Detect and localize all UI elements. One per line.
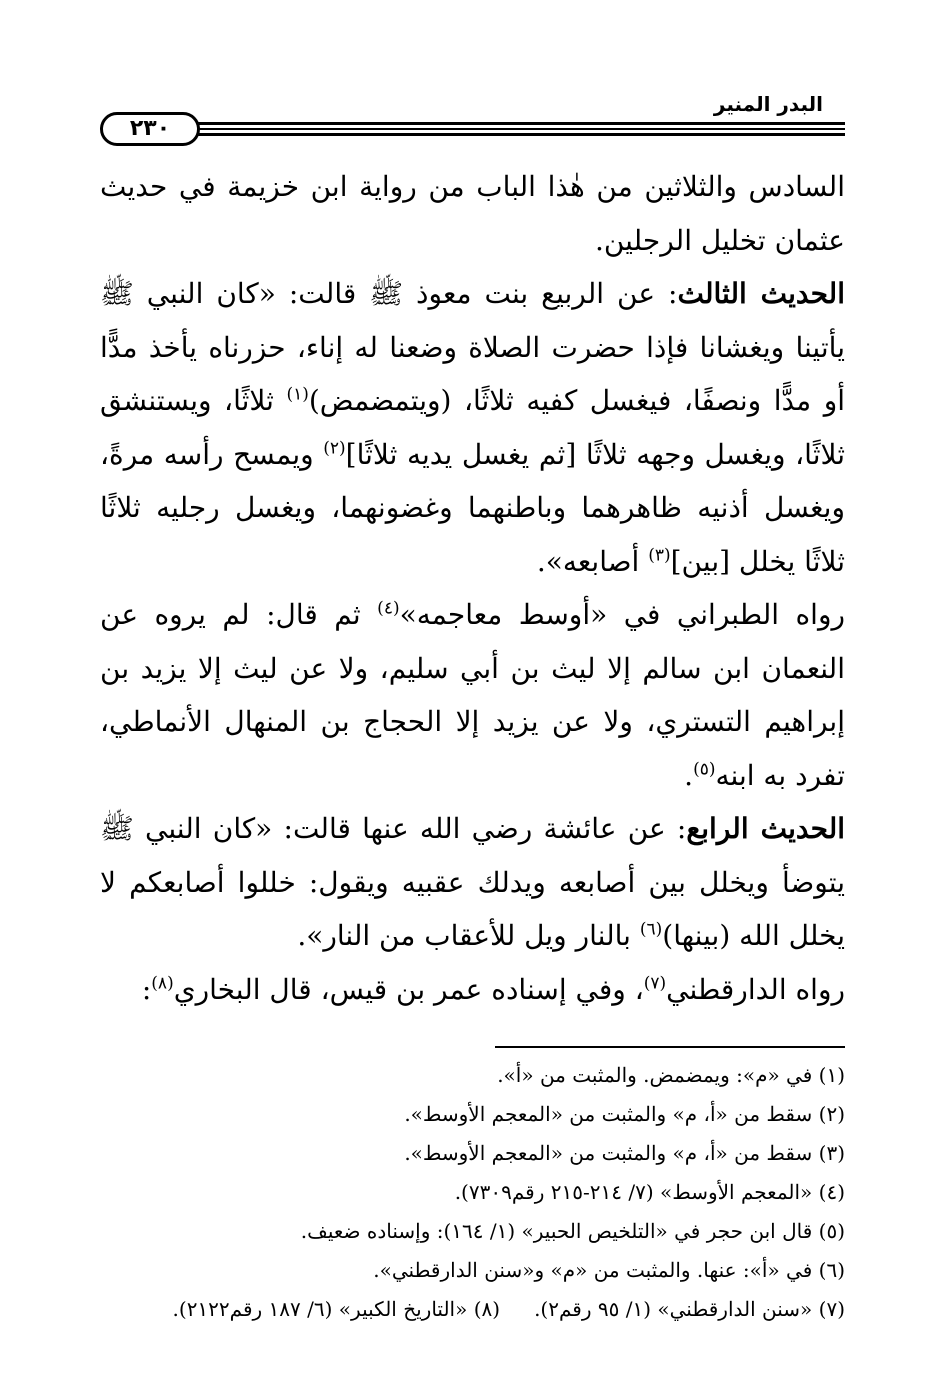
footnote: (٨) «التاريخ الكبير» (٦/ ١٨٧ رقم٢١٢٢). xyxy=(172,1297,501,1321)
header-rule xyxy=(170,133,845,136)
paragraph-text: ، وفي إسناده عمر بن قيس، قال البخاري xyxy=(173,972,644,1006)
paragraph-text: بالنار ويل للأعقاب من النار». xyxy=(297,919,640,952)
footnote: (٧) «سنن الدارقطني» (١/ ٩٥ رقم٢). xyxy=(534,1297,845,1321)
paragraph-text: . xyxy=(684,758,694,792)
footnote-marker[interactable]: (٤) xyxy=(377,598,400,619)
footnote: (٥) قال ابن حجر في «التلخيص الحبير» (١/ ١٦٤): وإسناده ضعيف. xyxy=(300,1219,845,1243)
running-title: البدر المنير xyxy=(713,92,823,116)
paragraph-text: : عن الربيع بنت معوذ ﷺ قالت: «كان النبي ﷺ يأتينا ويغشانا فإذا حضرت الصلاة وضعنا له إناء، حزرناه يأخذ مدًّا أو مدًّا ونصفًا، فيغسل كفيه ثلاثًا، (ويتمضمض) xyxy=(100,277,846,417)
footnote: (٤) «المعجم الأوسط» (٧/ ٢١٤-٢١٥ رقم٧٣٠٩). xyxy=(454,1180,845,1204)
footnote-separator xyxy=(495,1046,845,1048)
footnote-marker[interactable]: (٨) xyxy=(151,973,174,994)
paragraph-text: رواه الدارقطني xyxy=(666,972,845,1006)
footnote: (٣) سقط من «أ، م» والمثبت من «المعجم الأوسط». xyxy=(404,1141,845,1165)
footnotes xyxy=(100,1056,845,1329)
footnote: (١) في «م»: ويمضمض. والمثبت من «أ». xyxy=(497,1063,845,1087)
page-number: ٢٣٠ xyxy=(100,112,200,146)
footnote: (٦) في «أ»: عنها. والمثبت من «م» و«سنن الدارقطني». xyxy=(373,1258,845,1282)
footnote-marker[interactable]: (٥) xyxy=(693,759,716,780)
footnote-marker[interactable]: (١) xyxy=(286,384,309,405)
paragraph xyxy=(100,160,845,267)
paragraph-text: ثم قال: لم يروه عن النعمان ابن سالم إلا ليث بن أبي سليم، ولا عن ليث إلا يزيد بن إبراهيم التستري، ولا عن يزيد إلا الحجاج بن المنهال الأنماطي، تفرد به ابنه xyxy=(100,598,846,792)
header-rule xyxy=(170,122,845,125)
footnote-pair xyxy=(100,1290,845,1329)
paragraph-text: ويمسح رأسه مرةً، ويغسل أذنيه ظاهرهما وباطنهما وغضونهما، ويغسل رجليه ثلاثًا ثلاثًا يخلل [بين] xyxy=(100,437,845,578)
paragraph xyxy=(100,588,845,802)
paragraph-text: أصابعه». xyxy=(536,544,649,578)
paragraph xyxy=(100,267,845,588)
paragraph-text: : عن عائشة رضي الله عنها قالت: «كان النبي ﷺ يتوضأ ويخلل بين أصابعه ويدلك عقبيه ويقول: خللوا أصابعكم لا يخلل الله (بينها) xyxy=(100,812,845,952)
hadith-heading: الحديث الثالث xyxy=(677,277,845,310)
footnote-marker[interactable]: (٧) xyxy=(643,973,667,994)
main-text xyxy=(100,160,845,1016)
paragraph-text: السادس والثلاثين من هٰذا الباب من رواية ابن خزيمة في حديث عثمان تخليل الرجلين. xyxy=(100,170,845,257)
footnote: (٢) سقط من «أ، م» والمثبت من «المعجم الأوسط». xyxy=(404,1102,845,1126)
paragraph xyxy=(100,963,845,1017)
paragraph-text: : xyxy=(141,972,152,1006)
book-page xyxy=(100,90,845,1329)
header-rule xyxy=(170,128,845,130)
footnote-marker[interactable]: (٢) xyxy=(323,438,346,459)
hadith-heading: الحديث الرابع xyxy=(686,812,846,845)
footnote-marker[interactable]: (٦) xyxy=(639,919,663,940)
paragraph-text: ثلاثًا، ويستنشق ثلاثًا، ويغسل وجهه ثلاثًا [ثم يغسل يديه ثلاثًا] xyxy=(100,384,845,471)
paragraph xyxy=(100,802,845,963)
paragraph-text: رواه الطبراني في «أوسط معاجمه» xyxy=(399,598,845,631)
footnote-marker[interactable]: (٣) xyxy=(648,545,671,566)
running-header xyxy=(100,90,845,160)
